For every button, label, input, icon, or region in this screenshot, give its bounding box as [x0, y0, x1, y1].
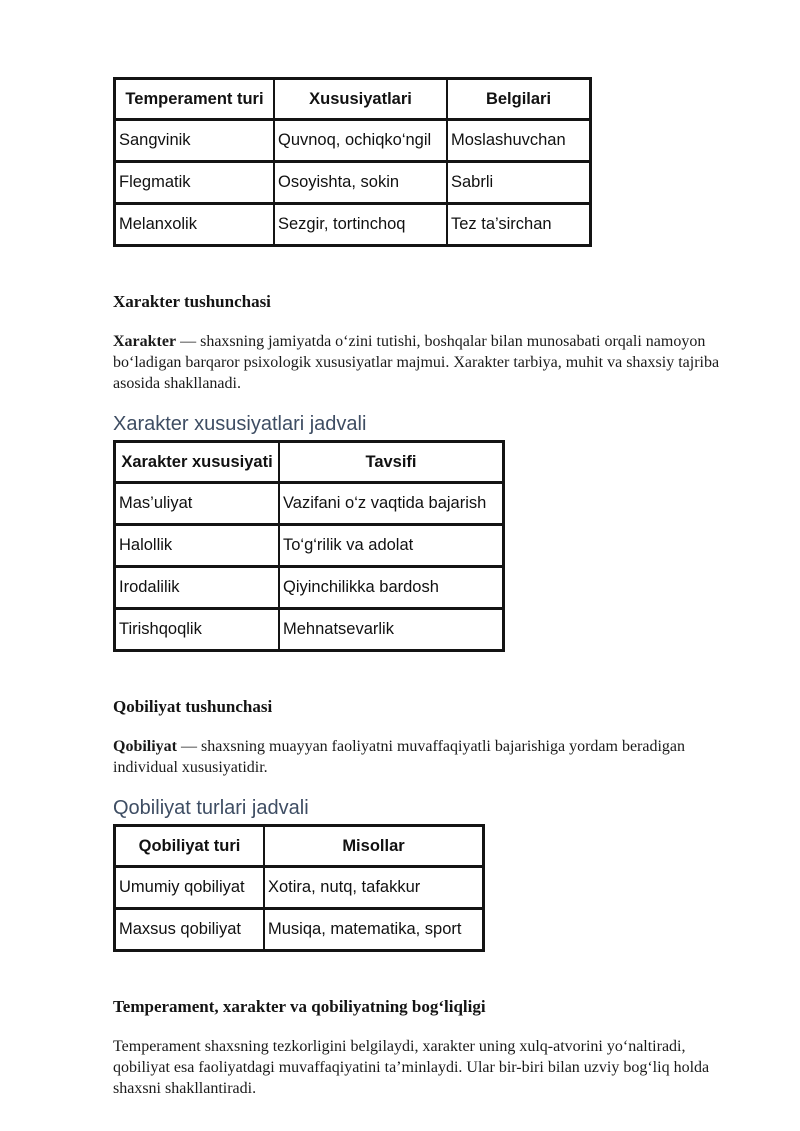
table-cell: Osoyishta, sokin [274, 162, 447, 204]
table-cell: Sangvinik [115, 120, 275, 162]
table-cell: Qiyinchilikka bardosh [279, 567, 504, 609]
paragraph-ability-body: — shaxsning muayyan faoliyatni muvaffaqiyatli bajarishiga yordam beradigan individual xususiyatidir. [113, 738, 686, 776]
table-cell: Sabrli [447, 162, 591, 204]
table-cell: Vazifani o‘z vaqtida bajarish [279, 483, 504, 525]
ability-types-table [113, 824, 485, 952]
table-row [115, 525, 504, 567]
temperament-table [113, 77, 592, 247]
table-header-cell: Xarakter xususiyati [115, 442, 280, 483]
table-cell: Melanxolik [115, 204, 275, 246]
table-row [115, 909, 484, 951]
table-cell: Moslashuvchan [447, 120, 591, 162]
table-cell: Xotira, nutq, tafakkur [264, 867, 484, 909]
table-cell: Mehnatsevarlik [279, 609, 504, 651]
table-cell: Irodalilik [115, 567, 280, 609]
table-cell: Tez ta’sirchan [447, 204, 591, 246]
heading-character-traits-table-title: Xarakter xususiyatlari jadvali [113, 413, 367, 435]
table-row [115, 162, 591, 204]
paragraph-character-body: — shaxsning jamiyatda o‘zini tutishi, boshqalar bilan munosabati orqali namoyon bo‘ladigan barqaror psixologik xususiyatlar majmui. Xarakter tarbiya, muhit va shaxsiy tajriba asosida shakllanadi. [113, 333, 720, 392]
table-row [115, 867, 484, 909]
table-cell: To‘g‘rilik va adolat [279, 525, 504, 567]
paragraph-ability [113, 736, 744, 778]
table-row [115, 483, 504, 525]
table-header-row [115, 79, 591, 120]
table-cell: Mas’uliyat [115, 483, 280, 525]
table-header-cell: Misollar [264, 826, 484, 867]
table-header-row [115, 826, 484, 867]
table-cell: Sezgir, tortinchoq [274, 204, 447, 246]
table-header-row [115, 442, 504, 483]
table-row [115, 120, 591, 162]
table-header-cell: Belgilari [447, 79, 591, 120]
paragraph-character [113, 331, 744, 394]
character-traits-table [113, 440, 505, 652]
paragraph-relationship [113, 1036, 744, 1099]
paragraph-ability-lead: Qobiliyat [113, 738, 178, 755]
table-cell: Halollik [115, 525, 280, 567]
table-cell: Tirishqoqlik [115, 609, 280, 651]
table-cell: Maxsus qobiliyat [115, 909, 265, 951]
table-row [115, 609, 504, 651]
heading-ability-concept: Qobiliyat tushunchasi [113, 697, 273, 716]
heading-ability-types-table-title: Qobiliyat turlari jadvali [113, 797, 309, 819]
document-content [113, 77, 744, 1099]
table-header-cell: Temperament turi [115, 79, 275, 120]
table-header-cell: Qobiliyat turi [115, 826, 265, 867]
paragraph-relationship-body: Temperament shaxsning tezkorligini belgilaydi, xarakter uning xulq-atvorini yo‘naltiradi, qobiliyat esa faoliyatdagi muvaffaqiyatini ta’minlaydi. Ular bir-biri bilan uzviy bog‘liq holda shaxsni shakllantiradi. [113, 1038, 710, 1097]
table-cell: Musiqa, matematika, sport [264, 909, 484, 951]
heading-character-concept: Xarakter tushunchasi [113, 292, 271, 311]
table-header-cell: Tavsifi [279, 442, 504, 483]
heading-relationship: Temperament, xarakter va qobiliyatning bog‘liqligi [113, 997, 486, 1016]
table-cell: Flegmatik [115, 162, 275, 204]
table-row [115, 204, 591, 246]
table-header-cell: Xususiyatlari [274, 79, 447, 120]
table-cell: Quvnoq, ochiqko‘ngil [274, 120, 447, 162]
table-cell: Umumiy qobiliyat [115, 867, 265, 909]
paragraph-character-lead: Xarakter [113, 333, 177, 350]
table-row [115, 567, 504, 609]
